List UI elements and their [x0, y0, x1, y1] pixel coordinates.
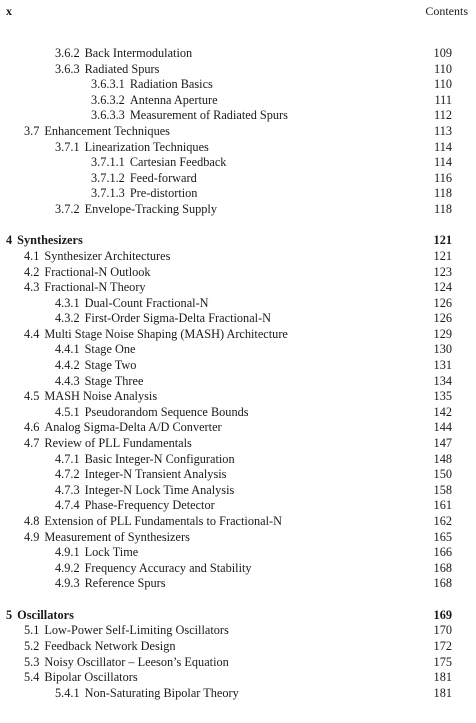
toc-entry-title: Noisy Oscillator – Leeson’s Equation [44, 654, 229, 669]
toc-page-number: 118 [434, 201, 452, 216]
toc-entry[interactable] [6, 374, 452, 390]
toc-entry-text [6, 608, 74, 624]
toc-entry-title: Linearization Techniques [84, 139, 209, 154]
toc-entry-title: Bipolar Oscillators [44, 670, 138, 685]
toc-entry-text [24, 436, 192, 452]
toc-entry-number: 3.7.1.2 [91, 170, 125, 185]
toc-page-number: 111 [434, 92, 452, 107]
toc-page-number: 168 [433, 560, 452, 575]
toc-entry-title: Feed-forward [129, 170, 197, 185]
toc-entry[interactable] [6, 249, 452, 265]
toc-entry-text [24, 389, 157, 405]
toc-entry[interactable] [6, 655, 452, 671]
toc-entry-text [24, 420, 222, 436]
toc-entry[interactable] [6, 405, 452, 421]
toc-page-number: 118 [434, 186, 452, 201]
toc-entry-number: 4.7.2 [55, 467, 80, 482]
toc-entry-text [55, 686, 239, 702]
toc-entry[interactable] [6, 280, 452, 296]
toc-entry[interactable] [6, 342, 452, 358]
toc-entry[interactable] [6, 124, 452, 140]
toc-entry-number: 5.1 [24, 623, 40, 638]
toc-entry-title: Back Intermodulation [84, 46, 193, 60]
toc-entry-text [24, 514, 282, 530]
toc-entry-number: 4.6 [24, 420, 40, 435]
toc-entry-text [55, 296, 209, 312]
toc-entry-title: Reference Spurs [84, 576, 166, 591]
toc-page-number: 124 [433, 280, 452, 295]
toc-entry-number: 4.2 [24, 264, 40, 279]
toc-entry-title: Stage Two [84, 358, 137, 373]
toc-page-number: 165 [433, 529, 452, 544]
running-header [6, 3, 468, 19]
toc-entry-title: Radiation Basics [129, 77, 213, 92]
toc-entry-title: Review of PLL Fundamentals [44, 436, 192, 451]
toc-entry-text [55, 358, 136, 374]
toc-page-number: 172 [433, 638, 452, 653]
toc-entry-text [55, 311, 271, 327]
toc-entry-text [55, 405, 249, 421]
toc-entry-title: Cartesian Feedback [129, 155, 227, 170]
toc-entry-text [24, 327, 288, 343]
toc-page-number: 123 [433, 264, 452, 279]
toc-page-number: 148 [433, 451, 452, 466]
toc-entry-text [24, 670, 138, 686]
toc-entry[interactable] [6, 639, 452, 655]
toc-entry-number: 4.4.1 [55, 342, 80, 357]
toc-page-number: 142 [433, 404, 452, 419]
toc-entry[interactable] [6, 420, 452, 436]
toc-entry-number: 3.6.2 [55, 46, 80, 60]
toc-entry-number: 4.3.2 [55, 311, 80, 326]
toc-entry-number: 4.5.1 [55, 404, 80, 419]
toc-entry-title: Dual-Count Fractional-N [84, 295, 209, 310]
toc-entry-number: 5.4.1 [55, 685, 80, 700]
toc-entry-title: Feedback Network Design [44, 638, 176, 653]
toc-entry-title: Multi Stage Noise Shaping (MASH) Architecture [44, 326, 288, 341]
toc-entry[interactable] [6, 530, 452, 546]
section-gap [6, 218, 452, 234]
toc-page-number: 181 [433, 670, 452, 685]
toc-entry-text [91, 155, 226, 171]
toc-entry-text [55, 342, 135, 358]
toc-entry-title: Radiated Spurs [84, 61, 160, 76]
toc-page-number: 170 [433, 623, 452, 638]
toc-page-number: 175 [433, 654, 452, 669]
toc-entry-text [91, 93, 218, 109]
toc-entry-title: Integer-N Transient Analysis [84, 467, 227, 482]
toc-entry-text [55, 374, 143, 390]
toc-entry-title: Stage One [84, 342, 136, 357]
toc-entry[interactable] [6, 311, 452, 327]
toc-entry-number: 4.4 [24, 326, 40, 341]
toc-entry[interactable] [6, 467, 452, 483]
toc-entry-title: Fractional-N Outlook [44, 264, 151, 279]
toc-entry-text [55, 62, 159, 78]
toc-entry-text [24, 249, 170, 265]
toc-entry[interactable] [6, 265, 452, 281]
toc-page-number: 131 [433, 358, 452, 373]
toc-page-number: 130 [433, 342, 452, 357]
toc-page-number: 129 [433, 326, 452, 341]
toc-entry-number: 5.3 [24, 654, 40, 669]
toc-entry-number: 3.7.1 [55, 139, 80, 154]
toc-entry-number: 4.4.2 [55, 358, 80, 373]
toc-entry-number: 3.6.3.2 [91, 92, 125, 107]
toc-page-number: 114 [434, 155, 452, 170]
toc-entry-number: 4.1 [24, 248, 40, 263]
toc-entry[interactable] [6, 514, 452, 530]
toc-entry-text [24, 265, 151, 281]
toc-entry-number: 4.7.4 [55, 498, 80, 513]
toc-entry-title: Lock Time [84, 545, 139, 560]
toc-entry-title: Pre-distortion [129, 186, 198, 201]
toc-entry-number: 4.7.3 [55, 482, 80, 497]
toc-chapter-entry[interactable] [6, 608, 452, 624]
toc-entry-title: Fractional-N Theory [44, 280, 146, 295]
toc-page-number: 121 [433, 233, 452, 248]
toc-entry-number: 4.4.3 [55, 373, 80, 388]
toc-entry-text [55, 576, 166, 592]
toc-entry-text [55, 483, 234, 499]
toc-page-number: 112 [434, 108, 452, 123]
toc-page-number: 158 [433, 482, 452, 497]
toc-entry-text [91, 171, 197, 187]
toc-entry[interactable] [6, 576, 452, 592]
toc-entry-title: Basic Integer-N Configuration [84, 451, 235, 466]
toc-page-number: 113 [434, 123, 452, 138]
toc-entry-number: 3.6.3.3 [91, 108, 125, 123]
toc-entry-title: Integer-N Lock Time Analysis [84, 482, 235, 497]
toc-entry-number: 4.5 [24, 389, 40, 404]
toc-page-number: 169 [433, 607, 452, 622]
toc-page-number: 126 [433, 311, 452, 326]
toc-entry-text [55, 467, 226, 483]
toc-entry[interactable] [6, 62, 452, 78]
toc-entry[interactable] [6, 186, 452, 202]
toc-entry[interactable] [6, 171, 452, 187]
toc-entry-number: 5.2 [24, 638, 40, 653]
toc-page-number: 134 [433, 373, 452, 388]
toc-entry-title: Phase-Frequency Detector [84, 498, 215, 513]
toc-page-number: 150 [433, 467, 452, 482]
toc-entry[interactable] [6, 545, 452, 561]
toc-entry[interactable] [6, 296, 452, 312]
toc-entry-number: 4.7 [24, 436, 40, 451]
toc-entry-number: 4.3.1 [55, 295, 80, 310]
toc-entry-number: 3.7.2 [55, 201, 80, 216]
toc-entry-number: 4.9.3 [55, 576, 80, 591]
toc-entry-title: Synthesizers [17, 233, 83, 248]
toc-entry[interactable] [6, 670, 452, 686]
toc-entry[interactable] [6, 155, 452, 171]
toc-entry-title: Non-Saturating Bipolar Theory [84, 685, 239, 700]
toc-entry-text [24, 124, 170, 140]
toc-entry-text [6, 233, 83, 249]
toc-entry-title: Low-Power Self-Limiting Oscillators [44, 623, 229, 638]
toc-entry-number: 3.6.3.1 [91, 77, 125, 92]
toc-entry[interactable] [6, 483, 452, 499]
toc-entry-title: Pseudorandom Sequence Bounds [84, 404, 249, 419]
toc-page-number: 181 [433, 685, 452, 700]
toc-entry-title: Measurement of Radiated Spurs [129, 108, 288, 123]
toc-entry-text [55, 545, 138, 561]
toc-page-number: 110 [434, 61, 452, 76]
toc-entry[interactable] [6, 140, 452, 156]
toc-page-number: 162 [433, 514, 452, 529]
toc-entry[interactable] [6, 46, 452, 62]
toc-entry-text [91, 77, 213, 93]
toc-page-number: 109 [433, 46, 452, 60]
toc-entry-title: Oscillators [17, 607, 74, 622]
toc-entry-title: Antenna Aperture [129, 92, 218, 107]
toc-page-number: 110 [434, 77, 452, 92]
section-gap [6, 592, 452, 608]
toc-entry-number: 4.9.2 [55, 560, 80, 575]
page-number-roman: x [6, 4, 12, 18]
toc-entry-text [55, 46, 192, 62]
toc-page-number: 161 [433, 498, 452, 513]
toc-entry-title: Synthesizer Architectures [44, 248, 171, 263]
toc-entry-title: Stage Three [84, 373, 144, 388]
toc-entry-number: 4.3 [24, 280, 40, 295]
running-head-title: Contents [425, 4, 468, 18]
toc-page-number: 135 [433, 389, 452, 404]
toc-entry-text [55, 452, 235, 468]
toc-entry-title: First-Order Sigma-Delta Fractional-N [84, 311, 272, 326]
toc-page-number: 121 [433, 248, 452, 263]
toc-entry-number: 5.4 [24, 670, 40, 685]
toc-entry-title: Analog Sigma-Delta A/D Converter [44, 420, 222, 435]
toc-page-number: 116 [434, 170, 452, 185]
toc-entry-number: 4.9 [24, 529, 40, 544]
toc-entry-title: Extension of PLL Fundamentals to Fractional-N [44, 514, 282, 529]
toc-entry-title: Measurement of Synthesizers [44, 529, 190, 544]
toc-entry[interactable] [6, 436, 452, 452]
toc-entry[interactable] [6, 561, 452, 577]
toc-entry-number: 3.7 [24, 123, 40, 138]
toc-entry-title: MASH Noise Analysis [44, 389, 158, 404]
toc-page-number: 144 [433, 420, 452, 435]
toc-entry-text [24, 623, 229, 639]
toc-entry-text [55, 498, 215, 514]
toc-entry[interactable] [6, 623, 452, 639]
toc-entry-title: Enhancement Techniques [44, 123, 170, 138]
toc-entry[interactable] [6, 202, 452, 218]
toc-page-number: 166 [433, 545, 452, 560]
toc-entry[interactable] [6, 686, 452, 702]
toc-entry-text [55, 140, 209, 156]
toc-entry-number: 4.8 [24, 514, 40, 529]
toc-entry-title: Frequency Accuracy and Stability [84, 560, 252, 575]
toc-entry-text [91, 108, 288, 124]
toc-entry-text [55, 202, 217, 218]
toc-entry-number: 3.6.3 [55, 61, 80, 76]
toc-entry-text [91, 186, 197, 202]
toc-page-number: 126 [433, 295, 452, 310]
toc-page-number: 114 [434, 139, 452, 154]
toc-entry-number: 3.7.1.3 [91, 186, 125, 201]
toc-entry-number: 5 [6, 607, 13, 622]
toc-entry-number: 4.9.1 [55, 545, 80, 560]
toc-entry-title: Envelope-Tracking Supply [84, 201, 218, 216]
toc-entry[interactable] [6, 77, 452, 93]
toc-entry[interactable] [6, 389, 452, 405]
toc-entry-text [24, 655, 229, 671]
toc-entry[interactable] [6, 358, 452, 374]
toc-page-number: 168 [433, 576, 452, 591]
toc-entry[interactable] [6, 327, 452, 343]
toc-entry[interactable] [6, 452, 452, 468]
toc-page-number: 147 [433, 436, 452, 451]
toc-entry-text [24, 280, 146, 296]
toc-entry-text [55, 561, 252, 577]
toc-entry-text [24, 530, 190, 546]
toc-entry-text [24, 639, 176, 655]
toc-entry[interactable] [6, 93, 452, 109]
toc-entry-number: 3.7.1.1 [91, 155, 125, 170]
toc-entry-number: 4.7.1 [55, 451, 80, 466]
table-of-contents [6, 46, 452, 701]
toc-chapter-entry[interactable] [6, 233, 452, 249]
toc-entry-number: 4 [6, 233, 13, 248]
toc-entry[interactable] [6, 108, 452, 124]
toc-entry[interactable] [6, 498, 452, 514]
